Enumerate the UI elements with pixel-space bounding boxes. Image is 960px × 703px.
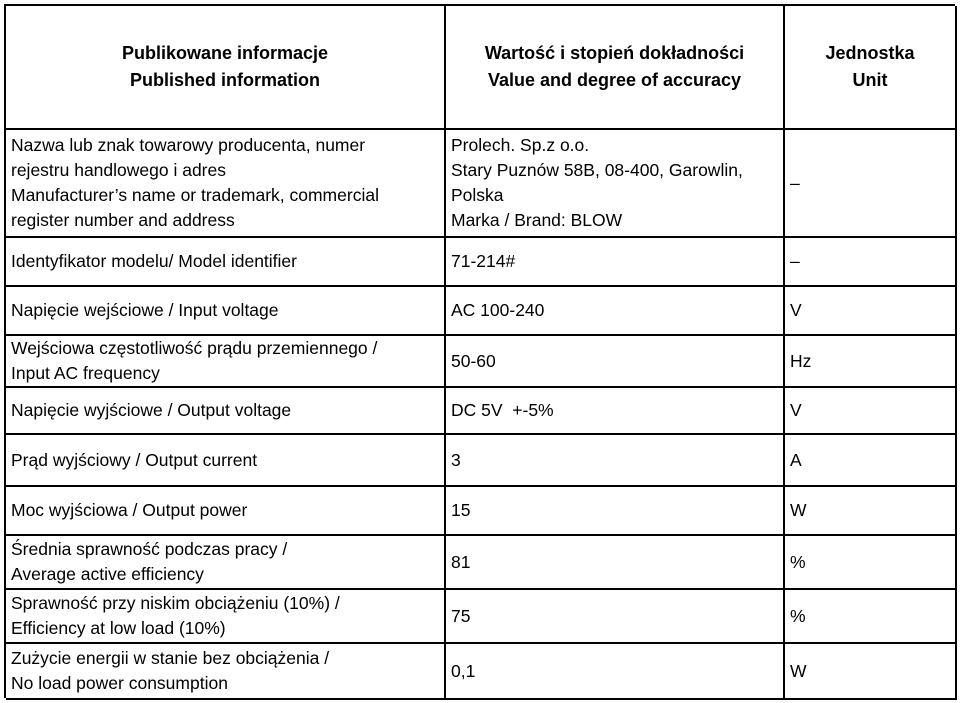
input-voltage-label-cell [6,287,446,336]
value-line: AC 100-240 [451,300,545,320]
output-current-value-cell [446,435,785,487]
header-text: Wartość i stopień dokładności [484,43,745,63]
header-published-information [6,6,446,130]
value-line: Stary Puznów 58B, 08-400, Garowlin, [451,160,743,180]
manufacturer-unit-cell [785,130,957,238]
unit-text: A [790,449,802,470]
label-line: Wejściowa częstotliwość prądu przemiennego / [11,338,378,358]
unit-text: – [790,251,800,271]
low-load-efficiency-label-cell [6,590,446,644]
value-line: Prolech. Sp.z o.o. [451,135,590,155]
value-line: 0,1 [451,660,476,681]
header-text: Published information [129,70,320,90]
output-current-unit-cell [785,435,957,487]
unit-text: % [790,605,806,626]
average-efficiency-label-cell [6,536,446,590]
unit-text: W [790,660,807,681]
input-voltage-unit-cell [785,287,957,336]
model-identifier-unit-cell [785,238,957,287]
model-identifier-value-cell [446,238,785,287]
low-load-efficiency-unit-cell [785,590,957,644]
unit-text: W [790,500,807,520]
value-line: 15 [451,500,471,520]
header-value-accuracy [446,6,785,130]
value-line: 3 [451,449,461,470]
header-text: Value and degree of accuracy [487,70,742,90]
unit-text: V [790,300,802,320]
label-line: Średnia sprawność podczas pracy / [11,539,288,559]
label-line: rejestru handlowego i adres [11,160,226,180]
low-load-efficiency-value-cell [446,590,785,644]
value-line: DC 5V +-5% [451,400,554,420]
unit-text: – [790,172,800,193]
label-line: Napięcie wyjściowe / Output voltage [11,400,292,420]
label-line: Zużycie energii w stanie bez obciążenia / [11,648,330,668]
spec-table [4,4,955,698]
label-line: Input AC frequency [11,363,160,383]
input-frequency-value-cell [446,336,785,388]
output-current-label-cell [6,435,446,487]
header-text: Publikowane informacje [121,43,329,63]
manufacturer-label-cell [6,130,446,238]
label-line: Manufacturer’s name or trademark, commercial [11,185,379,205]
output-voltage-unit-cell [785,388,957,435]
value-line: 81 [451,551,471,572]
value-line: Marka / Brand: BLOW [451,210,623,230]
output-voltage-label-cell [6,388,446,435]
label-line: Identyfikator modelu/ Model identifier [11,251,297,271]
label-line: Prąd wyjściowy / Output current [11,449,258,470]
output-power-value-cell [446,487,785,536]
label-line: Napięcie wejściowe / Input voltage [11,300,279,320]
average-efficiency-unit-cell [785,536,957,590]
value-line: Polska [451,185,504,205]
label-line: register number and address [11,210,235,230]
header-text: Jednostka [825,43,915,63]
label-line: Moc wyjściowa / Output power [11,500,248,520]
output-voltage-value-cell [446,388,785,435]
label-line: Nazwa lub znak towarowy producenta, numer [11,135,366,155]
unit-text: V [790,400,802,420]
value-line: 50-60 [451,350,496,371]
model-identifier-label-cell [6,238,446,287]
output-power-label-cell [6,487,446,536]
label-line: Efficiency at low load (10%) [11,618,226,638]
input-voltage-value-cell [446,287,785,336]
no-load-power-label-cell [6,644,446,700]
input-frequency-label-cell [6,336,446,388]
label-line: Average active efficiency [11,564,204,584]
no-load-power-unit-cell [785,644,957,700]
unit-text: Hz [790,350,812,371]
value-line: 75 [451,605,471,626]
header-unit [785,6,957,130]
output-power-unit-cell [785,487,957,536]
input-frequency-unit-cell [785,336,957,388]
label-line: Sprawność przy niskim obciążeniu (10%) / [11,593,340,613]
unit-text: % [790,551,806,572]
no-load-power-value-cell [446,644,785,700]
label-line: No load power consumption [11,673,228,693]
header-text: Unit [852,70,888,90]
value-line: 71-214# [451,251,516,271]
average-efficiency-value-cell [446,536,785,590]
manufacturer-value-cell [446,130,785,238]
